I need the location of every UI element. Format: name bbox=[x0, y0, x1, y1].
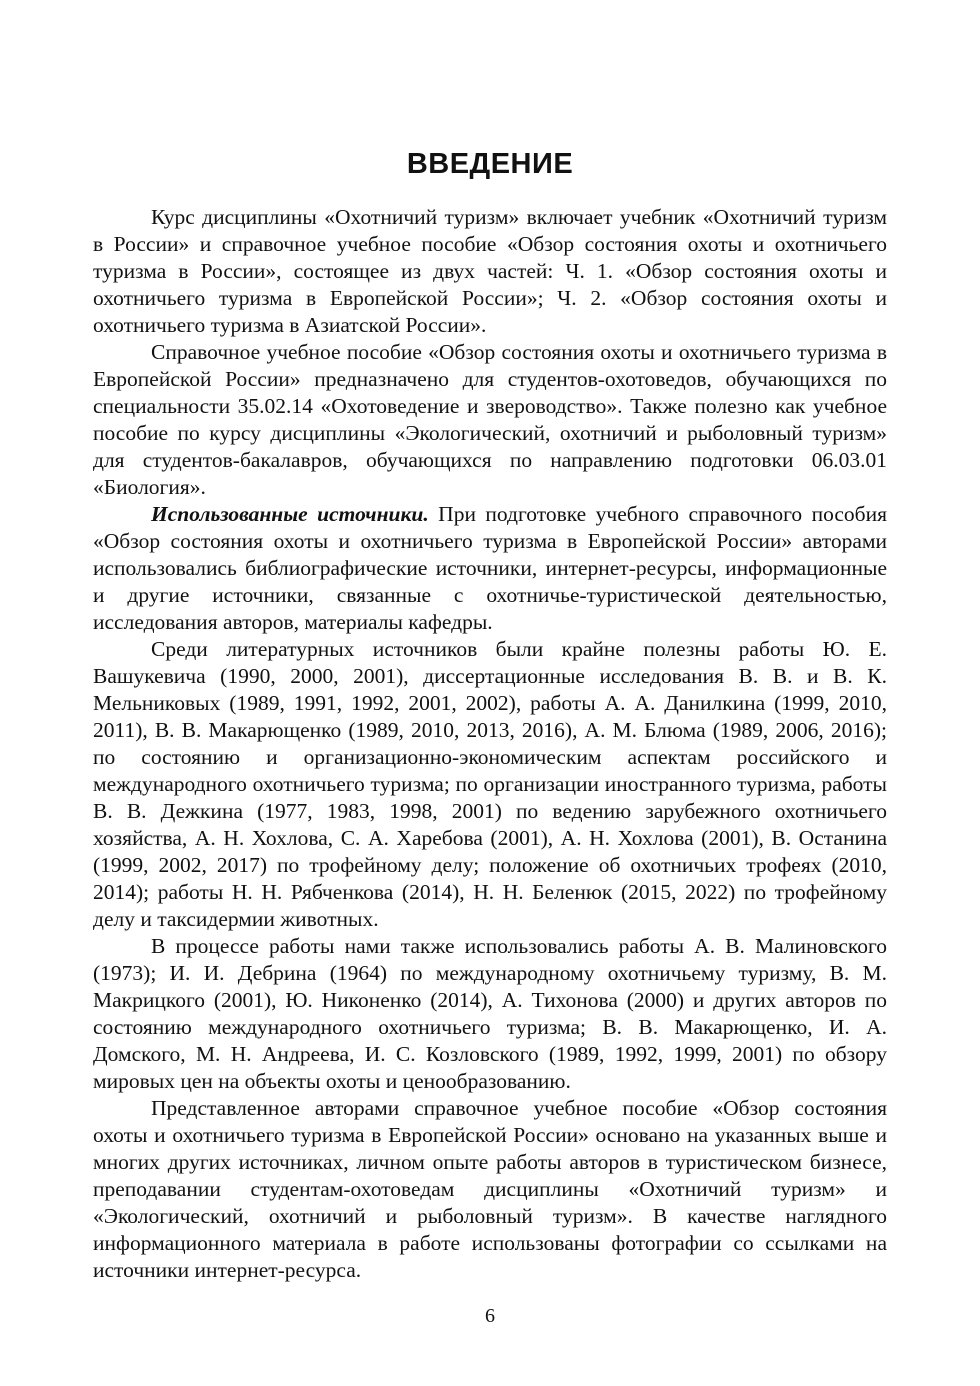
paragraph-text: Курс дисциплины «Охотничий туризм» включает учебник «Охотничий туризм в России» и справочное учебное пособие «Обзор состояния охоты и охотничьего туризма в России», состоящее из двух частей: Ч. 1. «Обзор состояния охоты и охотничьего туризма в Европейской России»; Ч. 2. «Обзор состояния охоты и охотничьего туризма в Азиатской России». bbox=[93, 205, 887, 337]
paragraph-text: Среди литературных источников были крайне полезны работы Ю. Е. Вашукевича (1990, 2000, 2001), диссертационные исследования В. В. и В. К. Мельниковых (1989, 1991, 1992, 2001, 2002), работы А. А. Данилкина (1999, 2010, 2011), В. В. Макарющенко (1989, 2010, 2013, 2016), А. М. Блюма (1989, 2006, 2016); по состоянию и организационно-экономическим аспектам российского и международного охотничьего туризма; по организации иностранного туризма, работы В. В. Дежкина (1977, 1983, 1998, 2001) по ведению зарубежного охотничьего хозяйства, А. Н. Хохлова, С. А. Харебова (2001), А. Н. Хохлова (2001), В. Останина (1999, 2002, 2017) по трофейному делу; положение об охотничьих трофеях (2010, 2014); работы Н. Н. Рябченкова (2014), Н. Н. Беленюк (2015, 2022) по трофейному делу и таксидермии животных. bbox=[93, 637, 887, 931]
page-number: 6 bbox=[485, 1305, 495, 1327]
paragraph-1 bbox=[93, 204, 887, 339]
page-title: ВВЕДЕНИЕ bbox=[406, 148, 574, 180]
paragraph-text: При подготовке учебного справочного пособия «Обзор состояния охоты и охотничьего туризма в Европейской России» авторами использовались библиографические источники, интернет-ресурсы, информационные и другие источники, связанные с охотничье-туристической деятельностью, исследования авторов, материалы кафедры. bbox=[93, 502, 887, 634]
paragraph-3 bbox=[93, 501, 887, 636]
paragraph-text: Представленное авторами справочное учебное пособие «Обзор состояния охоты и охотничьего туризма в Европейской России» основано на указанных выше и многих других источниках, личном опыте работы авторов в туристическом бизнесе, преподавании студентам-охотоведам дисциплины «Охотничий туризм» и «Экологический, охотничий и рыболовный туризм». В качестве наглядного информационного материала в работе использованы фотографии со ссылками на источники интернет-ресурса. bbox=[93, 1096, 887, 1282]
body-text bbox=[93, 204, 887, 1284]
paragraph-5 bbox=[93, 933, 887, 1095]
paragraph-4 bbox=[93, 636, 887, 933]
paragraph-text: В процессе работы нами также использовались работы А. В. Малиновского (1973); И. И. Дебрина (1964) по международному охотничьему туризму, В. М. Макрицкого (2001), Ю. Никоненко (2014), А. Тихонова (2000) и других авторов по состоянию международного охотничьего туризма; В. В. Макарющенко, И. А. Домского, М. Н. Андреева, И. С. Козловского (1989, 1992, 1999, 2001) по обзору мировых цен на объекты охоты и ценообразованию. bbox=[93, 934, 887, 1093]
paragraph-lead: Использованные источники. bbox=[151, 502, 429, 526]
paragraph-text: Справочное учебное пособие «Обзор состояния охоты и охотничьего туризма в Европейской России» предназначено для студентов-охотоведов, обучающихся по специальности 35.02.14 «Охотоведение и звероводство». Также полезно как учебное пособие по курсу дисциплины «Экологический, охотничий и рыболовный туризм» для студентов-бакалавров, обучающихся по направлению подготовки 06.03.01 «Биология». bbox=[93, 340, 887, 499]
paragraph-2 bbox=[93, 339, 887, 501]
paragraph-6 bbox=[93, 1095, 887, 1284]
